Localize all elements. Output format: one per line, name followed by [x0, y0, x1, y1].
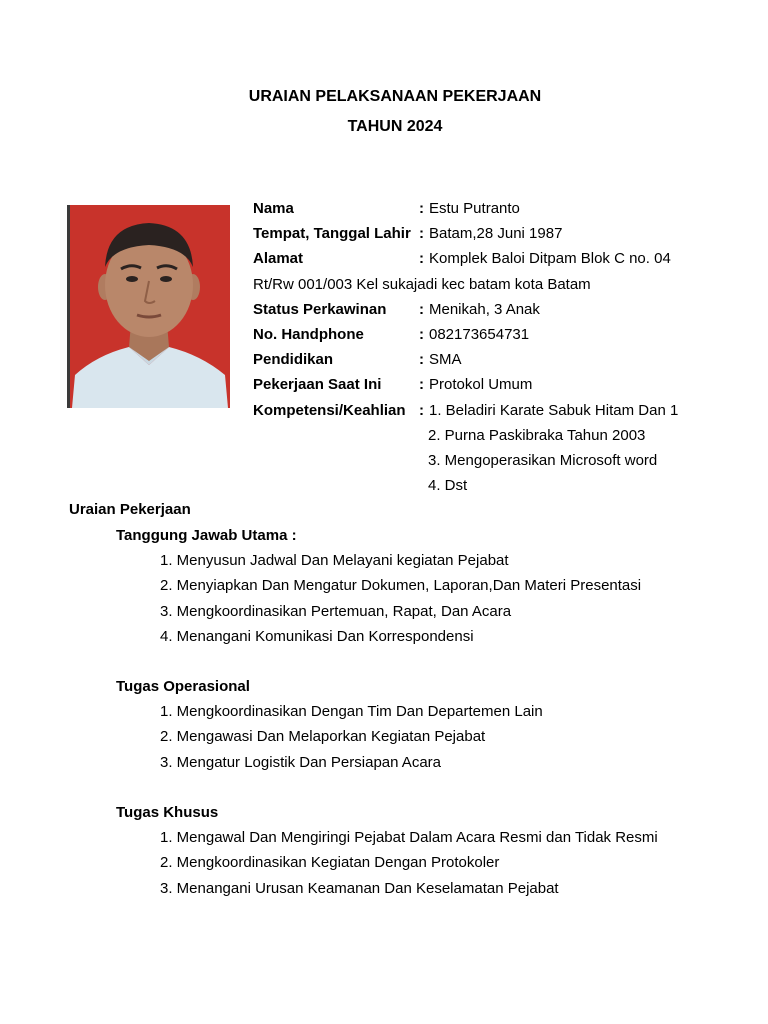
bio-row-kompetensi — [253, 401, 753, 426]
status-value: Menikah, 3 Anak — [429, 300, 540, 318]
biodata — [253, 199, 753, 501]
list-item: 3. Mengatur Logistik Dan Persiapan Acara — [160, 753, 441, 771]
alamat-label: Alamat — [253, 250, 304, 268]
list-item: 1. Mengkoordinasikan Dengan Tim Dan Departemen Lain — [160, 703, 543, 720]
bio-row-status — [253, 300, 753, 325]
list-item: 3. Mengkoordinasikan Pertemuan, Rapat, Dan Acara — [160, 602, 512, 620]
document-year: TAHUN 2024 — [347, 118, 443, 135]
pekerjaan-label: Pekerjaan Saat Ini — [253, 376, 382, 394]
colon: : — [419, 325, 424, 343]
pendidikan-label: Pendidikan — [253, 351, 334, 369]
kompetensi-item: 2. Purna Paskibraka Tahun 2003 — [428, 426, 646, 444]
bio-row-nama — [253, 199, 753, 224]
uraian-heading: Uraian Pekerjaan — [69, 501, 191, 518]
colon: : — [419, 200, 424, 217]
colon: : — [419, 250, 424, 268]
document-title: URAIAN PELAKSANAAN PEKERJAAN — [248, 88, 542, 105]
bio-row-pekerjaan — [253, 375, 753, 400]
list-item: 3. Menangani Urusan Keamanan Dan Keselamatan Pejabat — [160, 879, 559, 897]
nama-label: Nama — [253, 200, 294, 217]
colon: : — [419, 300, 424, 318]
status-label: Status Perkawinan — [253, 300, 387, 318]
colon: : — [419, 225, 424, 243]
bio-row-ttl — [253, 224, 753, 249]
hp-label: No. Handphone — [253, 325, 364, 343]
colon: : — [419, 401, 424, 419]
list-item: 1. Menyusun Jadwal Dan Melayani kegiatan Pejabat — [160, 552, 509, 569]
operasional-heading: Tugas Operasional — [116, 678, 250, 695]
list-item: 2. Mengkoordinasikan Kegiatan Dengan Protokoler — [160, 854, 500, 872]
bio-row-alamat — [253, 249, 753, 274]
colon: : — [419, 376, 424, 394]
tanggung-jawab-list — [160, 551, 641, 652]
alamat-value: Komplek Baloi Ditpam Blok C no. 04 — [429, 250, 671, 268]
profile-photo-image — [67, 205, 230, 408]
kompetensi-item: 4. Dst — [428, 477, 468, 495]
ttl-label: Tempat, Tanggal Lahir — [253, 225, 411, 243]
pekerjaan-value: Protokol Umum — [429, 376, 533, 394]
list-item: 2. Menyiapkan Dan Mengatur Dokumen, Laporan,Dan Materi Presentasi — [160, 577, 642, 595]
pendidikan-value: SMA — [429, 351, 462, 369]
kompetensi-item: 1. Beladiri Karate Sabuk Hitam Dan 1 — [429, 401, 679, 419]
kompetensi-item: 3. Mengoperasikan Microsoft word — [428, 451, 658, 469]
bio-row-pendidikan — [253, 350, 753, 375]
list-item: 2. Mengawasi Dan Melaporkan Kegiatan Pejabat — [160, 728, 486, 746]
operasional-list — [160, 702, 543, 778]
ttl-value: Batam,28 Juni 1987 — [429, 225, 563, 243]
alamat-continuation: Rt/Rw 001/003 Kel sukajadi kec batam kota Batam — [253, 275, 591, 293]
profile-photo — [67, 205, 230, 408]
list-item: 1. Mengawal Dan Mengiringi Pejabat Dalam Acara Resmi dan Tidak Resmi — [160, 829, 658, 846]
colon: : — [419, 351, 424, 369]
list-item: 4. Menangani Komunikasi Dan Korrespondensi — [160, 627, 474, 645]
nama-value: Estu Putranto — [429, 200, 520, 217]
khusus-list — [160, 828, 658, 904]
kompetensi-label: Kompetensi/Keahlian — [253, 401, 406, 419]
khusus-heading: Tugas Khusus — [116, 804, 219, 821]
tanggung-jawab-heading: Tanggung Jawab Utama : — [116, 527, 297, 544]
hp-value: 082173654731 — [429, 325, 530, 343]
bio-row-hp — [253, 325, 753, 350]
